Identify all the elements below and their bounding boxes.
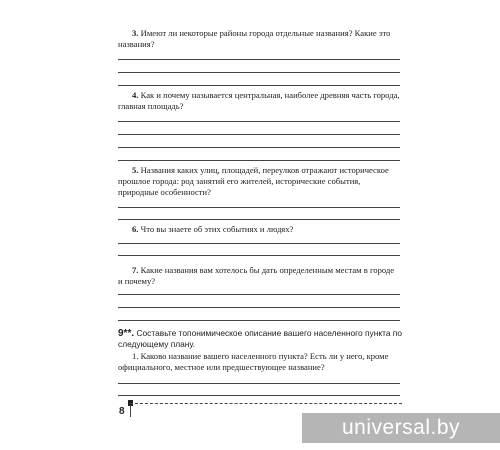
answer-line bbox=[118, 85, 400, 86]
task-9-number: 9**. bbox=[118, 328, 135, 339]
question-6-text: Что вы знаете об этих событиях и людях? bbox=[140, 224, 294, 234]
answer-line bbox=[118, 219, 400, 220]
page-number: 8 bbox=[119, 406, 125, 417]
answer-line bbox=[118, 294, 400, 295]
question-4-number: 4. bbox=[132, 90, 139, 100]
question-3-text: Имеют ли некоторые районы города отдельные названия? Какие это названия? bbox=[118, 28, 391, 49]
question-5-text: Названия каких улиц, площадей, переулков отражают историческое прошлое города: род занятий его жителей, исторические события, природные особенности? bbox=[118, 165, 389, 197]
answer-line bbox=[118, 207, 400, 208]
page-number-divider bbox=[130, 405, 131, 417]
answer-line bbox=[118, 243, 400, 244]
question-6 bbox=[118, 224, 400, 235]
question-3 bbox=[118, 28, 400, 50]
question-5-number: 5. bbox=[132, 165, 139, 175]
answer-line bbox=[118, 147, 400, 148]
question-6-number: 6. bbox=[132, 224, 139, 234]
question-7-number: 7. bbox=[132, 265, 139, 275]
answer-line bbox=[118, 59, 400, 60]
answer-line bbox=[118, 134, 400, 135]
question-5 bbox=[118, 165, 400, 198]
answer-line bbox=[118, 121, 400, 122]
answer-line bbox=[118, 72, 400, 73]
answer-line bbox=[118, 255, 400, 256]
task-9-heading bbox=[118, 328, 402, 350]
question-7 bbox=[118, 265, 400, 287]
question-4-text: Как и почему называется центральная, наиболее древняя часть города, главная площадь? bbox=[118, 90, 400, 111]
watermark: universal.by bbox=[302, 413, 500, 443]
footer-bar bbox=[130, 403, 402, 404]
answer-line bbox=[118, 320, 400, 321]
question-4 bbox=[118, 90, 400, 112]
question-3-number: 3. bbox=[132, 28, 139, 38]
question-7-text: Какие названия вам хотелось бы дать определенным местам в городе и почему? bbox=[118, 265, 395, 286]
answer-line bbox=[118, 395, 400, 396]
answer-line bbox=[118, 307, 400, 308]
task-9-text: Составьте топонимическое описание вашего населенного пункта по следующему плану. bbox=[118, 328, 403, 349]
answer-line bbox=[118, 160, 400, 161]
task-9 bbox=[118, 328, 402, 373]
subquestion-number: 1. bbox=[132, 351, 139, 361]
answer-line bbox=[118, 383, 400, 384]
subquestion-text: Каково название вашего населенного пункта? Есть ли у него, кроме официального, местное или предшествующее название? bbox=[118, 351, 389, 372]
task-9-subquestion bbox=[118, 351, 402, 373]
